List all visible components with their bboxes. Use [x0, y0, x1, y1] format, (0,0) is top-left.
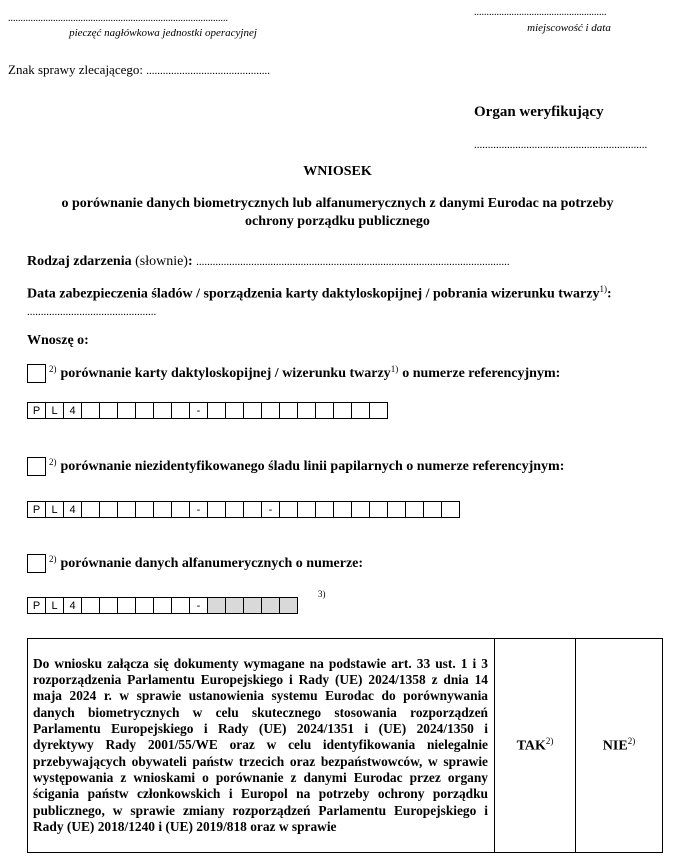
reference-cell: L	[45, 501, 64, 518]
reference-cell[interactable]	[117, 597, 136, 614]
document-subtitle	[0, 195, 675, 231]
place-date-block	[474, 7, 664, 34]
reference-cell[interactable]	[135, 501, 154, 518]
stamp-dots: ........................................................................................	[8, 13, 228, 24]
subtitle-line-2: ochrony porządku publicznego	[245, 214, 430, 229]
attachments-text: Do wniosku załącza się dokumenty wymagane na podstawie art. 33 ust. 1 i 3 rozporządzenia Parlamentu Europejskiego i Rady (UE) 2024/1358 z dnia 14 maja 2024 r. w sprawie ustanowienia systemu Eurodac do porównywania danych biometrycznych w celu skutecznego stosowania rozporządzeń Parlamentu Europejskiego i Rady (UE) 2024/1351 i (UE) 2024/1350 i dyrektywy Rady 2001/55/WE oraz w celu identyfikowania nielegalnie przebywających obywateli państw trzecich oraz bezpaństwowców, w sprawie występowania z wnioskami o porównanie z danymi Eurodac przez organy ścigania państw członkowskich i Europol na potrzeby ochrony porządku publicznego, w sprawie zmiany rozporządzeń Parlamentu Europejskiego i Rady (UE) 2018/1240 i (UE) 2019/818 oraz w sprawie	[28, 639, 495, 853]
option-1-text: porównanie karty daktyloskopijnej / wizerunku twarzy	[60, 365, 391, 381]
reference-cell: -	[189, 597, 208, 614]
no-label: NIE	[602, 738, 628, 754]
reference-cell[interactable]	[207, 597, 226, 614]
no-sup: 2)	[627, 736, 636, 747]
reference-cell[interactable]	[81, 501, 100, 518]
case-label: Znak sprawy zlecającego:	[8, 62, 143, 77]
case-number-line	[8, 62, 270, 78]
date-line	[27, 284, 612, 303]
stamp-block	[8, 13, 318, 39]
reference-cell[interactable]	[405, 501, 424, 518]
event-colon: :	[187, 254, 193, 269]
reference-cell: -	[189, 501, 208, 518]
reference-cell[interactable]	[225, 501, 244, 518]
reference-cell[interactable]	[99, 402, 118, 419]
option-1-text-after: o numerze referencyjnym:	[402, 365, 561, 381]
reference-number-fields-3	[27, 597, 298, 614]
reference-cell[interactable]	[171, 402, 190, 419]
reference-cell[interactable]	[315, 501, 334, 518]
reference-cell[interactable]	[351, 501, 370, 518]
attachments-row	[28, 639, 663, 853]
date-sup: 1)	[599, 284, 607, 294]
reference-cell: 4	[63, 501, 82, 518]
document-title: WNIOSEK	[303, 164, 372, 179]
reference-cell[interactable]	[441, 501, 460, 518]
date-colon: :	[606, 286, 612, 302]
event-dots: ..................................................................................................................	[196, 256, 510, 268]
yes-column[interactable]	[495, 639, 576, 853]
reference-cell[interactable]	[387, 501, 406, 518]
reference-cell: P	[27, 597, 46, 614]
reference-cell[interactable]	[261, 402, 280, 419]
reference-cell[interactable]	[351, 402, 370, 419]
reference-cell: 4	[63, 402, 82, 419]
attachments-table	[27, 638, 663, 853]
reference-cell[interactable]	[117, 402, 136, 419]
reference-cell[interactable]	[207, 402, 226, 419]
reference-cell[interactable]	[117, 501, 136, 518]
reference-cell[interactable]	[423, 501, 442, 518]
yes-label: TAK	[516, 738, 546, 754]
option-3-text: porównanie danych alfanumerycznych o numerze:	[60, 555, 364, 571]
date-dots: ...............................................	[27, 306, 157, 318]
event-type-line	[27, 254, 510, 270]
option-2-text: porównanie niezidentyfikowanego śladu linii papilarnych o numerze referencyjnym:	[60, 458, 565, 474]
reference-cell: -	[189, 402, 208, 419]
reference-cell[interactable]	[243, 501, 262, 518]
no-column[interactable]	[576, 639, 663, 853]
event-label: Rodzaj zdarzenia	[27, 254, 132, 269]
reference-cell: -	[261, 501, 280, 518]
reference-cell[interactable]	[333, 501, 352, 518]
reference-number-fields-1	[27, 402, 388, 419]
reference-cell[interactable]	[315, 402, 334, 419]
reference-cell: L	[45, 402, 64, 419]
reference-cell[interactable]	[279, 402, 298, 419]
alphanumeric-checkbox[interactable]	[27, 554, 46, 573]
organ-label: Organ weryfikujący	[474, 104, 604, 120]
reference-cell[interactable]	[135, 402, 154, 419]
fingerprint-card-checkbox[interactable]	[27, 364, 46, 383]
reference-cell: P	[27, 501, 46, 518]
reference-cell[interactable]	[369, 402, 388, 419]
reference-cell[interactable]	[207, 501, 226, 518]
reference-cell[interactable]	[297, 402, 316, 419]
reference-cell[interactable]	[135, 597, 154, 614]
reference-cell[interactable]	[153, 501, 172, 518]
event-hint: (słownie)	[135, 254, 188, 269]
reference-cell[interactable]	[243, 597, 262, 614]
organ-dots: ...............................................................	[474, 139, 648, 151]
yes-sup: 2)	[545, 736, 554, 747]
option-1-sup: 2)	[49, 364, 57, 374]
reference-cell[interactable]	[243, 402, 262, 419]
option-alphanumeric	[27, 554, 363, 573]
reference-cell[interactable]	[81, 402, 100, 419]
reference-number-fields-2	[27, 501, 460, 518]
reference-cell: L	[45, 597, 64, 614]
option-1-inner-sup: 1)	[390, 364, 399, 374]
reference-cell[interactable]	[99, 597, 118, 614]
reference-cell[interactable]	[369, 501, 388, 518]
option-3-sup: 2)	[49, 554, 57, 564]
option-unidentified-trace	[27, 457, 564, 476]
place-caption: miejscowość i data	[527, 22, 611, 34]
reference-cell[interactable]	[153, 402, 172, 419]
option-fingerprint-card	[27, 364, 560, 383]
option-2-sup: 2)	[49, 457, 57, 467]
place-dots: .....................................................	[474, 7, 607, 18]
case-dots: .............................................	[146, 65, 270, 77]
reference-cell[interactable]	[225, 597, 244, 614]
request-label: Wnoszę o:	[27, 333, 89, 348]
reference-cell[interactable]	[333, 402, 352, 419]
stamp-caption: pieczęć nagłówkowa jednostki operacyjnej	[69, 27, 257, 39]
reference-cell[interactable]	[225, 402, 244, 419]
reference-cell[interactable]	[171, 501, 190, 518]
reference-cell[interactable]	[297, 501, 316, 518]
reference-cell[interactable]	[153, 597, 172, 614]
date-label: Data zabezpieczenia śladów / sporządzenia karty daktyloskopijnej / pobrania wizerunku twarzy	[27, 286, 600, 302]
reference-cell[interactable]	[279, 597, 298, 614]
alphanumeric-footnote-sup: 3)	[318, 589, 326, 599]
subtitle-line-1: o porównanie danych biometrycznych lub alfanumerycznych z danymi Eurodac na potrzeby	[61, 196, 614, 211]
reference-cell[interactable]	[81, 597, 100, 614]
reference-cell[interactable]	[261, 597, 280, 614]
unidentified-trace-checkbox[interactable]	[27, 457, 46, 476]
reference-cell[interactable]	[171, 597, 190, 614]
reference-cell[interactable]	[99, 501, 118, 518]
reference-cell[interactable]	[279, 501, 298, 518]
reference-cell: 4	[63, 597, 82, 614]
reference-cell: P	[27, 402, 46, 419]
